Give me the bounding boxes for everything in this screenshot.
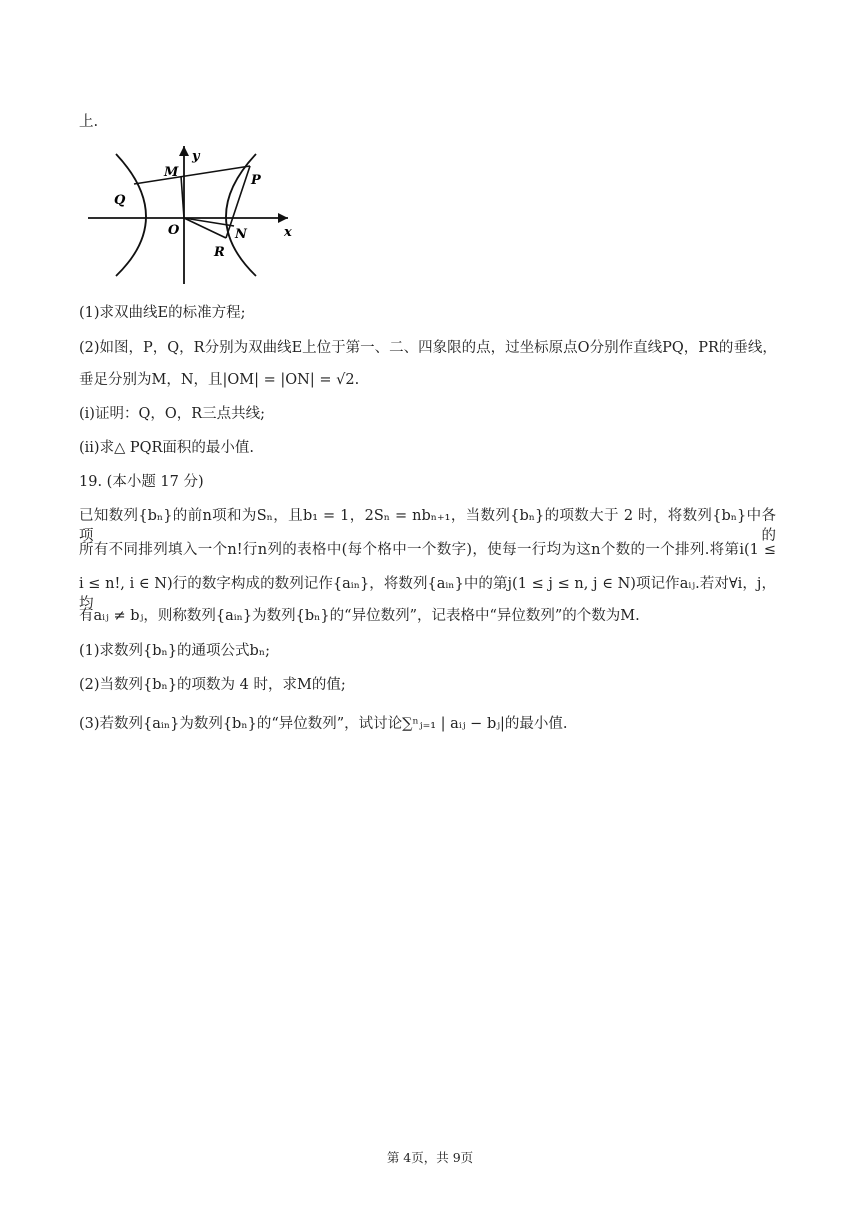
q18-part2-line1: (2)如图，P，Q，R分别为双曲线E上位于第一、二、四象限的点，过坐标原点O分别作直线PQ，PR的垂线， [79,340,777,356]
label-y: y [192,149,200,164]
label-r: R [214,245,225,260]
x-axis-arrow [278,213,288,223]
q19-part3: (3)若数列{aᵢₙ}为数列{bₙ}的“异位数列”，试讨论∑ⁿⱼ₌₁ | aᵢⱼ − bⱼ|的最小值. [79,716,568,732]
q18-part2-ii: (ii)求△ PQR面积的最小值. [79,440,255,456]
hyperbola-left-branch [116,154,146,276]
q19-stem-line4: 有aᵢⱼ ≠ bⱼ，则称数列{aᵢₙ}为数列{bₙ}的“异位数列”，记表格中“异位数列”的个数为M. [79,608,640,624]
q18-part2-i: (i)证明：Q，O，R三点共线; [79,406,266,422]
q19-stem-line3: i ≤ n!, i ∈ N)行的数字构成的数列记作{aᵢₙ}，将数列{aᵢₙ}中的第j(1 ≤ j ≤ n, j ∈ N)项记作aᵢⱼ.若对∀i，j，均 [79,576,776,612]
label-m: M [164,165,179,180]
q18-part2-line2: 垂足分别为M，N，且|OM| = |ON| = √2. [79,372,360,388]
q19-stem-line2: 所有不同排列填入一个n!行n列的表格中(每个格中一个数字)，使每一行均为这n个数的一个排列.将第i(1 ≤ [79,542,776,558]
hyperbola-figure [88,146,298,286]
q19-part2: (2)当数列{bₙ}的项数为 4 时，求M的值; [79,677,346,693]
label-o: O [168,223,180,238]
label-x: x [284,225,292,240]
q19-part1: (1)求数列{bₙ}的通项公式bₙ; [79,643,270,659]
q19-stem-line1: 已知数列{bₙ}的前n项和为Sₙ，且b₁ = 1，2Sₙ = nbₙ₊₁，当数列{bₙ}的项数大于 2 时，将数列{bₙ}中各项的 [79,508,776,544]
y-axis-arrow [179,146,189,156]
line-pq [134,166,250,184]
label-n: N [235,227,247,242]
q19-heading: 19. (本小题 17 分) [79,474,204,490]
q18-part1: (1)求双曲线E的标准方程; [79,305,246,321]
page-footer: 第 4页，共 9页 [386,1150,474,1165]
top-fragment-text: 上. [79,114,99,130]
label-p: P [251,173,261,188]
label-q: Q [114,193,126,208]
